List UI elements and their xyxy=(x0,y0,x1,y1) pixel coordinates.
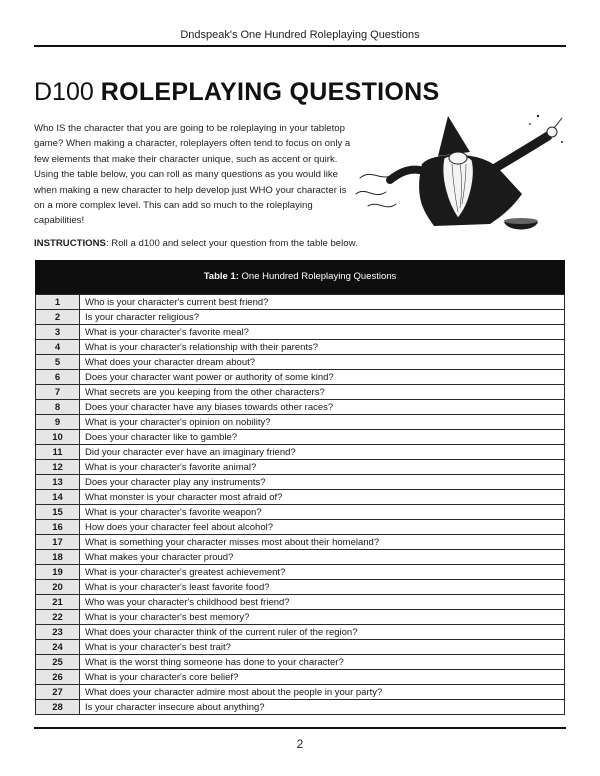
row-question: What is your character's relationship with their parents? xyxy=(80,340,565,355)
row-number: 20 xyxy=(36,580,80,595)
table-row xyxy=(36,445,565,460)
row-number: 27 xyxy=(36,685,80,700)
row-number: 6 xyxy=(36,370,80,385)
row-number: 15 xyxy=(36,505,80,520)
row-number: 14 xyxy=(36,490,80,505)
table-caption-label: Table 1: xyxy=(203,271,239,282)
row-number: 19 xyxy=(36,565,80,580)
row-number: 25 xyxy=(36,655,80,670)
table-row xyxy=(36,565,565,580)
table-row xyxy=(36,535,565,550)
row-question: What monster is your character most afraid of? xyxy=(80,490,565,505)
row-question: What does your character dream about? xyxy=(80,355,565,370)
row-question: How does your character feel about alcohol? xyxy=(80,520,565,535)
row-question: What is your character's best memory? xyxy=(80,610,565,625)
instructions xyxy=(34,238,358,249)
row-number: 7 xyxy=(36,385,80,400)
row-question: What is your character's favorite animal? xyxy=(80,460,565,475)
table-caption xyxy=(35,260,565,294)
table-row xyxy=(36,655,565,670)
row-number: 11 xyxy=(36,445,80,460)
table-row xyxy=(36,385,565,400)
page-title xyxy=(34,78,439,107)
row-number: 18 xyxy=(36,550,80,565)
row-question: Does your character want power or authority of some kind? xyxy=(80,370,565,385)
row-question: What is your character's core belief? xyxy=(80,670,565,685)
header-divider xyxy=(34,45,566,47)
table-row xyxy=(36,685,565,700)
row-question: What is your character's least favorite food? xyxy=(80,580,565,595)
row-number: 5 xyxy=(36,355,80,370)
table-row xyxy=(36,505,565,520)
row-number: 4 xyxy=(36,340,80,355)
table-row xyxy=(36,475,565,490)
row-number: 9 xyxy=(36,415,80,430)
row-number: 10 xyxy=(36,430,80,445)
row-number: 28 xyxy=(36,700,80,715)
table-row xyxy=(36,460,565,475)
title-main: ROLEPLAYING QUESTIONS xyxy=(100,78,440,106)
row-number: 2 xyxy=(36,310,80,325)
row-number: 8 xyxy=(36,400,80,415)
row-question: Does your character have any biases towards other races? xyxy=(80,400,565,415)
table-row xyxy=(36,580,565,595)
row-question: What is your character's best trait? xyxy=(80,640,565,655)
row-number: 21 xyxy=(36,595,80,610)
instructions-text: : Roll a d100 and select your question from the table below. xyxy=(105,238,358,249)
row-question: Does your character like to gamble? xyxy=(80,430,565,445)
row-number: 22 xyxy=(36,610,80,625)
row-question: What is your character's favorite meal? xyxy=(80,325,565,340)
row-question: Is your character religious? xyxy=(80,310,565,325)
questions-table-body xyxy=(35,294,565,715)
row-question: What is your character's opinion on nobility? xyxy=(80,415,565,430)
row-question: Who was your character's childhood best friend? xyxy=(80,595,565,610)
row-number: 17 xyxy=(36,535,80,550)
table-row xyxy=(36,310,565,325)
row-question: What is something your character misses most about their homeland? xyxy=(80,535,565,550)
table-row xyxy=(36,640,565,655)
row-question: What is your character's favorite weapon? xyxy=(80,505,565,520)
row-question: Who is your character's current best friend? xyxy=(80,295,565,310)
row-number: 24 xyxy=(36,640,80,655)
row-question: What makes your character proud? xyxy=(80,550,565,565)
row-number: 16 xyxy=(36,520,80,535)
row-question: Does your character play any instruments? xyxy=(80,475,565,490)
table-row xyxy=(36,400,565,415)
intro-paragraph: Who IS the character that you are going to be roleplaying in your tabletop game? When making a character, roleplayers often tend to focus on only a few elements that make their character unique, such as accent or quirk. Using the table below, you can roll as many questions as you would like when making a new character to help develop just WHO your character is on a more complex level. This can add so much to the roleplaying capabilities! xyxy=(34,123,351,227)
table-row xyxy=(36,355,565,370)
footer-divider xyxy=(34,727,566,729)
title-prefix: D100 xyxy=(34,78,94,106)
table-row xyxy=(36,700,565,715)
table-caption-text: One Hundred Roleplaying Questions xyxy=(238,271,397,282)
table-row xyxy=(36,670,565,685)
row-number: 1 xyxy=(36,295,80,310)
page-number: 2 xyxy=(296,737,304,751)
page-header: Dndspeak's One Hundred Roleplaying Questions xyxy=(180,29,420,41)
row-question: What is your character's greatest achievement? xyxy=(80,565,565,580)
row-question: What does your character think of the current ruler of the region? xyxy=(80,625,565,640)
table-row xyxy=(36,610,565,625)
row-question: What secrets are you keeping from the other characters? xyxy=(80,385,565,400)
table-row xyxy=(36,430,565,445)
row-question: Did your character ever have an imaginary friend? xyxy=(80,445,565,460)
table-row xyxy=(36,520,565,535)
row-number: 12 xyxy=(36,460,80,475)
row-question: Is your character insecure about anything? xyxy=(80,700,565,715)
table-row xyxy=(36,340,565,355)
table-row xyxy=(36,295,565,310)
table-row xyxy=(36,370,565,385)
row-number: 13 xyxy=(36,475,80,490)
row-number: 26 xyxy=(36,670,80,685)
wizard-illustration xyxy=(352,108,570,236)
row-question: What is the worst thing someone has done to your character? xyxy=(80,655,565,670)
table-row xyxy=(36,550,565,565)
table-row xyxy=(36,490,565,505)
row-number: 3 xyxy=(36,325,80,340)
row-number: 23 xyxy=(36,625,80,640)
table-row xyxy=(36,415,565,430)
table-row xyxy=(36,625,565,640)
table-row xyxy=(36,325,565,340)
instructions-label: INSTRUCTIONS xyxy=(34,238,106,249)
row-question: What does your character admire most about the people in your party? xyxy=(80,685,565,700)
table-row xyxy=(36,595,565,610)
questions-table xyxy=(35,260,565,715)
